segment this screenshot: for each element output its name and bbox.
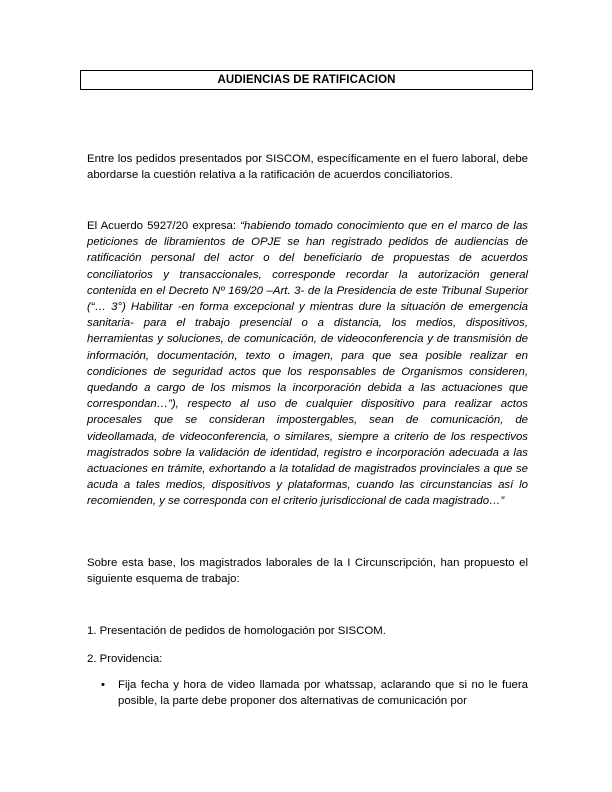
bullet-item [101,677,528,709]
intro-paragraph: Entre los pedidos presentados por SISCOM, específicamente en el fuero laboral, debe abordarse la cuestión relativa a la ratificación de acuerdos conciliatorios. [87,153,528,182]
bullet-text: Fija fecha y hora de video llamada por whatssap, aclarando que si no le fuera posible, la parte debe proponer dos alternativas de comunicación por [118,679,528,708]
document-title-text: AUDIENCIAS DE RATIFICACION [217,74,396,86]
agreement-paragraph [87,218,528,510]
step-item-1: 1. Presentación de pedidos de homologación por SISCOM. [87,625,386,637]
bullet-icon: • [101,679,105,691]
agreement-lead: El Acuerdo 5927/20 expresa: [87,220,241,232]
step-item-2: 2. Providencia: [87,653,163,665]
agreement-quote: “habiendo tomado conocimiento que en el marco de las peticiones de libramientos de OPJE se han registrado pedidos de audiencias de ratificación personal del actor o del beneficiario de propuestas de acuerdos conciliatorios y transaccionales, corresponde recordar la autorización general contenida en el Decreto Nº 169/20 –Art. 3- de la Presidencia de este Tribunal Superior (“… 3°) Habilitar -en forma excepcional y mientras dure la situación de emergencia sanitaria- para el trabajo presencial o a distancia, los medios, dispositivos, herramientas y soluciones, de comunicación, de videoconferencia y de transmisión de información, documentación, texto o imagen, para que sea posible realizar en condiciones de seguridad actos que los responsables de Organismos consideren, quedando a cargo de los mismos la incorporación debida a las actuaciones que correspondan…”), respecto al uso de cualquier dispositivo para realizar actos procesales que se consideran impostergables, sean de comunicación, de videollamada, de videoconferencia, o similares, siempre a criterio de los respectivos magistrados sobre la validación de identidad, registro e incorporación adecuada a las actuaciones en trámite, exhortando a la totalidad de magistrados provinciales a que se acuda a tales medios, dispositivos y plataformas, cuando las circunstancias así lo recomienden, y se corresponda con el criterio jurisdiccional de cada magistrado…” [87,220,528,508]
basis-paragraph: Sobre esta base, los magistrados laborales de la I Circunscripción, han propuesto el siguiente esquema de trabajo: [87,557,528,586]
document-title [80,70,533,90]
